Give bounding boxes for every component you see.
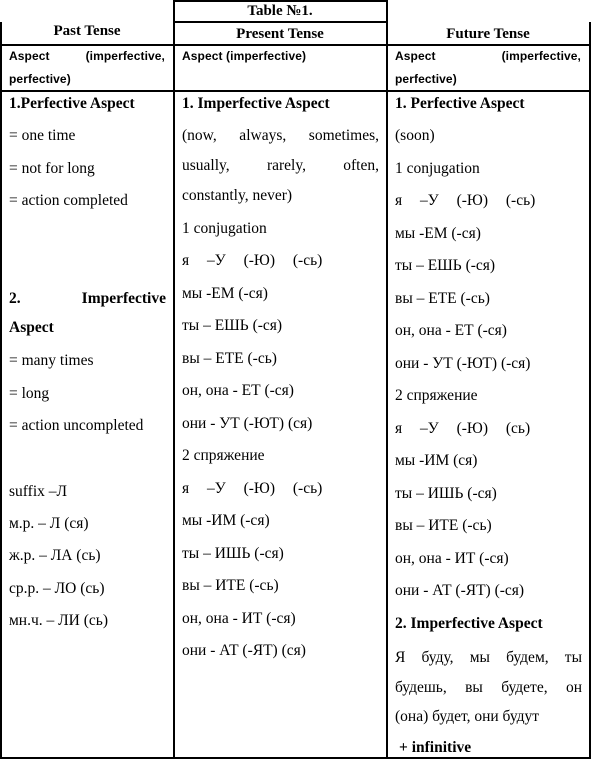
present-line: мы -ЕМ (-ся) <box>182 285 268 302</box>
present-line: usually, rarely, often, <box>182 157 379 174</box>
past-line: = one time <box>9 127 76 144</box>
future-line: мы -ЕМ (-ся) <box>395 225 481 242</box>
aspect-future: Aspect (imperfective, perfective) <box>395 49 581 86</box>
future-line: 2. Imperfective Aspect <box>395 615 543 632</box>
future-line: Я буду, мы будем, ты <box>395 649 582 666</box>
past-line: 2. Imperfective <box>9 290 166 307</box>
future-line: будешь, вы будете, он <box>395 679 582 696</box>
future-line: они - УТ (-ЮТ) (-ся) <box>395 355 531 372</box>
present-line: он, она - ИТ (-ся) <box>182 610 296 627</box>
present-line: (now, always, sometimes, <box>182 127 379 144</box>
present-line: 1 conjugation <box>182 220 267 237</box>
past-line: suffix –Л <box>9 483 68 500</box>
border-title-bottom <box>173 21 387 23</box>
present-line: ты – ИШЬ (-ся) <box>182 545 284 562</box>
present-line: вы – ИТЕ (-сь) <box>182 577 279 594</box>
future-line: мы -ИМ (ся) <box>395 452 478 469</box>
present-line: ты – ЕШЬ (-ся) <box>182 317 283 334</box>
column-present <box>182 92 379 752</box>
present-line: он, она - ЕТ (-ся) <box>182 382 294 399</box>
present-line: 2 спряжение <box>182 447 265 464</box>
future-line: они - АТ (-ЯТ) (-ся) <box>395 582 525 599</box>
future-line: 1 conjugation <box>395 160 480 177</box>
future-line: ты – ИШЬ (-ся) <box>395 485 497 502</box>
present-line: 1. Imperfective Aspect <box>182 95 330 112</box>
future-line: 2 спряжение <box>395 387 478 404</box>
past-line: = long <box>9 385 50 402</box>
past-line: = many times <box>9 352 94 369</box>
past-line: Aspect <box>9 319 54 336</box>
border-right <box>589 22 591 759</box>
table-title: Table №1. <box>247 3 313 19</box>
past-line: 1.Perfective Aspect <box>9 95 135 112</box>
future-line: я –У (-Ю) (-сь) <box>395 192 536 209</box>
border-col1 <box>173 0 175 759</box>
header-future-tense: Future Tense <box>446 26 530 42</box>
present-line: я –У (-Ю) (-сь) <box>182 480 323 497</box>
past-line: = not for long <box>9 160 95 177</box>
future-line: он, она - ЕТ (-ся) <box>395 322 507 339</box>
present-line: они - УТ (-ЮТ) (ся) <box>182 415 313 432</box>
present-line: constantly, never) <box>182 187 293 204</box>
past-line: ж.р. – ЛА (сь) <box>9 547 101 564</box>
header-present-tense: Present Tense <box>236 26 324 42</box>
future-line: вы – ИТЕ (-сь) <box>395 517 492 534</box>
past-line: м.р. – Л (ся) <box>9 515 89 532</box>
future-line: (она) будет, они будут <box>395 708 540 725</box>
present-line: мы -ИМ (-ся) <box>182 512 270 529</box>
future-line: я –У (-Ю) (сь) <box>395 420 531 437</box>
present-line: я –У (-Ю) (-сь) <box>182 252 323 269</box>
border-left <box>0 22 2 759</box>
future-line: 1. Perfective Aspect <box>395 95 525 112</box>
aspect-present: Aspect (imperfective) <box>182 49 307 63</box>
column-past <box>9 92 166 752</box>
future-line: ты – ЕШЬ (-ся) <box>395 257 496 274</box>
past-line: = action completed <box>9 192 128 209</box>
future-line: (soon) <box>395 127 435 144</box>
header-past-tense: Past Tense <box>53 23 121 39</box>
present-line: они - АТ (-ЯТ) (ся) <box>182 642 306 659</box>
aspect-past: Aspect (imperfective, perfective) <box>9 49 165 86</box>
past-line: ср.р. – ЛО (сь) <box>9 580 105 597</box>
future-line: он, она - ИТ (-ся) <box>395 550 509 567</box>
future-line: вы – ЕТЕ (-сь) <box>395 290 490 307</box>
past-line: = action uncompleted <box>9 417 144 434</box>
present-line: вы – ЕТЕ (-сь) <box>182 350 277 367</box>
future-line: + infinitive <box>399 739 472 756</box>
column-future <box>395 92 582 756</box>
border-col2 <box>386 0 388 759</box>
past-line: мн.ч. – ЛИ (сь) <box>9 612 109 629</box>
